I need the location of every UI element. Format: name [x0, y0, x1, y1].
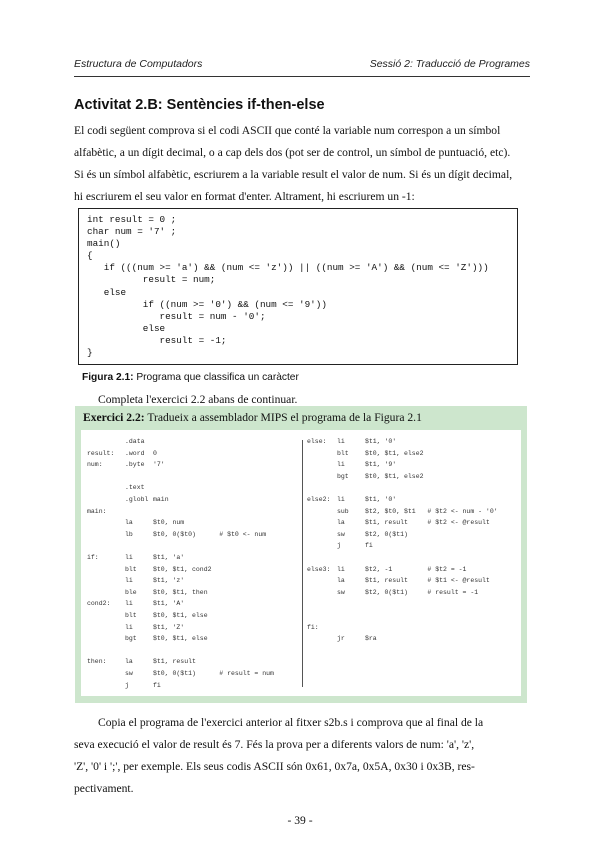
- asm-opcode: blt: [125, 565, 137, 573]
- para2-line-3: 'Z', '0' i ';', per exemple. Els seus codis ASCII són 0x61, 0x7a, 0x5A, 0x30 i 0x3B, res-: [74, 760, 475, 773]
- asm-operands: $t1, 'z': [153, 577, 185, 585]
- code-line: if (((num >= 'a') && (num <= 'z')) || ((num >= 'A') && (num <= 'Z'))): [87, 262, 489, 274]
- asm-operands: $t0, 0($t0) # $t0 <- num: [153, 530, 267, 538]
- instruction-text: Completa l'exercici 2.2 abans de continuar.: [98, 393, 298, 406]
- asm-opcode: blt: [337, 449, 349, 457]
- asm-operands: $t1, result # $t2 <- @result: [365, 519, 490, 527]
- figure-caption-text: Programa que classifica un caràcter: [136, 372, 299, 383]
- asm-opcode: li: [125, 577, 133, 585]
- asm-operands: $t0, $t1, else2: [365, 449, 424, 457]
- asm-operands: $t2, -1 # $t2 = -1: [365, 565, 467, 573]
- para2-line-1: Copia el programa de l'exercici anterior al fitxer s2b.s i comprova que al final de la: [98, 716, 484, 729]
- column-divider: [302, 440, 303, 687]
- asm-opcode: .globl: [125, 496, 149, 503]
- asm-operands: $t2, 0($t1): [365, 530, 408, 538]
- asm-opcode: jr: [337, 635, 345, 643]
- exercise-box: [75, 406, 527, 703]
- code-line: else: [87, 322, 166, 334]
- asm-opcode: la: [337, 519, 345, 527]
- intro-line-2: alfabètic, a un dígit decimal, o a cap dels dos (pot ser de control, un símbol de puntuació, etc).: [74, 146, 511, 159]
- asm-operands: 0: [153, 449, 157, 457]
- code-line: main(): [87, 238, 121, 250]
- asm-label: cond2:: [87, 600, 111, 608]
- code-line: }: [87, 347, 93, 359]
- asm-opcode: li: [337, 496, 345, 503]
- asm-operands: $t1, 'a': [153, 554, 185, 561]
- header-rule: [74, 76, 530, 77]
- asm-opcode: li: [337, 565, 345, 573]
- code-line: char num = '7' ;: [87, 226, 177, 238]
- asm-operands: '7': [153, 461, 165, 469]
- asm-operands: $t2, 0($t1) # result = -1: [365, 588, 479, 596]
- asm-operands: main: [153, 496, 169, 503]
- code-line: result = num - '0';: [87, 310, 266, 322]
- code-line: result = num;: [87, 274, 216, 286]
- asm-operands: fi: [153, 681, 161, 689]
- intro-line-1: El codi següent comprova si el codi ASCII que conté la variable num correspon a un símbol: [74, 124, 501, 137]
- asm-operands: $t1, 'A': [153, 600, 185, 608]
- asm-operands: $t0, $t1, then: [153, 588, 208, 596]
- asm-operands: $t1, '0': [365, 438, 397, 445]
- second-paragraph: [74, 712, 530, 800]
- asm-opcode: li: [337, 438, 345, 445]
- asm-operands: $t0, $t1, cond2: [153, 565, 212, 573]
- c-code-listing: [78, 208, 518, 365]
- asm-label: result:: [87, 449, 115, 457]
- intro-paragraph: [74, 120, 530, 208]
- header-left: Estructura de Computadors: [74, 58, 203, 70]
- code-line: if ((num >= '0') && (num <= '9')): [87, 298, 327, 310]
- intro-line-3: Si és un símbol alfabètic, escriurem a la variable result el valor de num. Si és un dígit decimal,: [74, 168, 513, 181]
- figure-caption: [82, 372, 299, 383]
- exercise-header: [83, 411, 422, 424]
- para2-line-2: seva execució el valor de result és 7. Fés la prova per a diferents valors de num: 'a', 'z',: [74, 738, 475, 751]
- asm-label: if:: [87, 554, 99, 561]
- asm-operands: $ra: [365, 635, 377, 643]
- exercise-label: Exercici 2.2:: [83, 411, 145, 424]
- intro-line-4: hi escriurem el seu valor en format d'enter. Altrament, hi escriurem un -1:: [74, 190, 415, 203]
- asm-operands: $t1, result # $t1 <- @result: [365, 577, 490, 585]
- asm-label: num:: [87, 461, 103, 469]
- asm-operands: $t0, 0($t1) # result = num: [153, 670, 274, 677]
- asm-opcode: blt: [125, 612, 137, 619]
- figure-label: Figura 2.1:: [82, 372, 134, 383]
- asm-opcode: .byte: [125, 461, 145, 469]
- asm-label: fi:: [307, 623, 319, 631]
- code-line: int result = 0 ;: [87, 214, 177, 225]
- asm-label: main:: [87, 507, 107, 515]
- code-line: result = -1;: [87, 334, 227, 346]
- asm-opcode: .text: [125, 484, 145, 492]
- asm-opcode: j: [337, 542, 341, 550]
- asm-operands: $t2, $t0, $t1 # $t2 <- num - '0': [365, 507, 498, 515]
- asm-operands: $t0, $t1, else: [153, 612, 208, 619]
- asm-operands: $t0, num: [153, 519, 185, 527]
- asm-operands: $t1, '9': [365, 461, 397, 469]
- asm-opcode: la: [337, 577, 345, 585]
- asm-operands: $t1, result: [153, 658, 196, 666]
- asm-opcode: sw: [125, 670, 133, 677]
- asm-operands: $t0, $t1, else2: [365, 472, 424, 480]
- asm-operands: $t0, $t1, else: [153, 635, 208, 643]
- asm-operands: $t1, 'Z': [153, 623, 185, 631]
- code-line: else: [87, 286, 127, 298]
- asm-opcode: li: [337, 461, 345, 469]
- asm-opcode: bgt: [337, 472, 349, 480]
- asm-opcode: sw: [337, 530, 345, 538]
- asm-label: else3:: [307, 565, 331, 573]
- section-title: Activitat 2.B: Sentències if-then-else: [74, 97, 325, 113]
- asm-opcode: sub: [337, 507, 349, 515]
- asm-opcode: li: [125, 623, 133, 631]
- exercise-text: Tradueix a assemblador MIPS el programa de la Figura 2.1: [147, 411, 422, 424]
- asm-opcode: la: [125, 519, 133, 527]
- asm-opcode: li: [125, 600, 133, 608]
- asm-answer-area: [81, 430, 521, 696]
- asm-opcode: ble: [125, 588, 137, 596]
- asm-opcode: la: [125, 658, 133, 666]
- code-line: {: [87, 250, 93, 262]
- asm-opcode: lb: [125, 530, 133, 538]
- para2-line-4: pectivament.: [74, 782, 134, 795]
- header-right: Sessió 2: Traducció de Programes: [369, 58, 530, 70]
- asm-label: then:: [87, 658, 107, 666]
- page-number: - 39 -: [287, 814, 313, 827]
- asm-opcode: bgt: [125, 635, 137, 643]
- asm-label: else2:: [307, 496, 331, 503]
- asm-operands: fi: [365, 542, 373, 550]
- asm-opcode: li: [125, 554, 133, 561]
- asm-opcode: .word: [125, 449, 145, 457]
- asm-label: else:: [307, 438, 327, 445]
- asm-opcode: j: [125, 681, 129, 689]
- asm-opcode: sw: [337, 588, 345, 596]
- asm-operands: $t1, '0': [365, 496, 397, 503]
- asm-opcode: .data: [125, 438, 145, 445]
